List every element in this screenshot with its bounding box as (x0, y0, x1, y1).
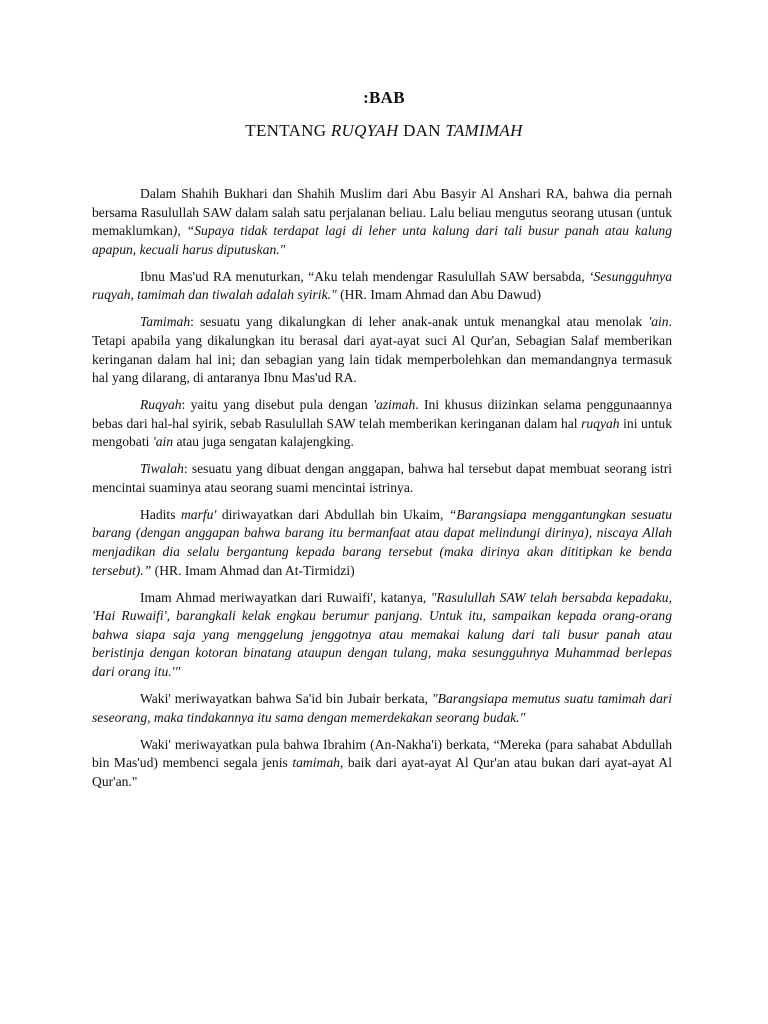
text-run: atau juga sengatan kalajengking. (173, 434, 354, 450)
paragraph (92, 396, 672, 452)
text-run: diriwayatkan dari Abdullah bin Ukaim, (216, 506, 449, 522)
paragraph (92, 268, 672, 305)
page-title (0, 121, 768, 141)
italic-run: 'ain (648, 314, 669, 330)
title-term-tamimah: TAMIMAH (445, 121, 523, 140)
paragraph (92, 506, 672, 580)
text-run: Dalam Shahih Bukhari dan Shahih Muslim dari Abu Basyir Al Anshari RA, bahwa dia pernah bersama Rasulullah SAW dalam salah satu perjalanan beliau. Lalu beliau mengutus seorang utusan (untuk memaklumkan (92, 186, 672, 239)
italic-run: marfu' (180, 506, 217, 522)
chapter-heading: :BAB (363, 88, 405, 107)
paragraph (92, 460, 672, 497)
italic-run: Ruqyah (140, 397, 182, 413)
paragraph (92, 589, 672, 682)
italic-run: “Barangsiapa menggantungkan sesuatu barang (dengan anggapan bahwa barang itu bermanfaat atau dapat melindungi dirinya), niscaya Allah menjadikan dia selalu bergantung kepada barang tersebut (maka dirinya akan dititipkan ke benda tersebut).” (92, 506, 672, 578)
text-run: , baik dari ayat-ayat Al Qur'an atau bukan dari ayat-ayat Al Qur'an." (92, 755, 672, 789)
text-run: : yaitu yang disebut pula dengan (181, 397, 374, 413)
title-term-ruqyah: RUQYAH (330, 121, 399, 140)
text-run: . Ini khusus diizinkan selama penggunaannya bebas dari hal-hal syirik, sebab Rasulullah SAW telah memberikan keringanan dalam hal (92, 397, 672, 431)
italic-run: "Barangsiapa memutus suatu tamimah dari seseorang, maka tindakannya itu sama dengan memerdekakan seorang budak." (92, 690, 672, 725)
italic-run: ‘Sesungguhnya ruqyah, tamimah dan tiwalah adalah syirik." (92, 268, 672, 303)
italic-run: ), “Supaya tidak terdapat lagi di leher unta kalung dari tali busur panah atau kalung apapun, kecuali harus diputuskan." (92, 223, 672, 257)
paragraph (92, 185, 672, 259)
text-run: Hadits (140, 506, 181, 522)
italic-run: tamimah (292, 755, 340, 771)
body-text (92, 185, 672, 800)
text-run: Ibnu Mas'ud RA menuturkan, “Aku telah mendengar Rasulullah SAW bersabda, (140, 268, 589, 284)
italic-run: 'azimah (373, 397, 416, 413)
italic-run: ruqyah (581, 415, 620, 431)
title-prefix: TENTANG (245, 121, 331, 140)
italic-run: 'ain (152, 434, 174, 450)
italic-run: Tiwalah (140, 461, 184, 477)
text-run: : sesuatu yang dikalungkan di leher anak-anak untuk menangkal atau menolak (190, 314, 649, 330)
text-run: : sesuatu yang dibuat dengan anggapan, bahwa hal tersebut dapat membuat seorang istri mencintai suaminya atau seorang suami mencintai istrinya. (92, 461, 672, 495)
text-run: (HR. Imam Ahmad dan Abu Dawud) (336, 287, 541, 303)
title-middle: DAN (398, 121, 446, 140)
text-run: (HR. Imam Ahmad dan At-Tirmidzi) (151, 562, 355, 578)
paragraph (92, 736, 672, 792)
text-run: . Tetapi apabila yang dikalungkan itu berasal dari ayat-ayat suci Al Qur'an, Sebagian Salaf memberikan keringanan dalam hal ini; dan sebagian yang lain tidak memperbolehkan dan memandangnya termasuk hal yang dilarang, di antaranya Ibnu Mas'ud RA. (92, 314, 672, 386)
italic-run: Tamimah (140, 314, 191, 330)
text-run: Waki' meriwayatkan pula bahwa Ibrahim (An-Nakha'i) berkata, “Mereka (para sahabat Abdullah bin Mas'ud) membenci segala jenis (92, 736, 672, 771)
italic-run: "Rasulullah SAW telah bersabda kepadaku, 'Hai Ruwaifi', barangkali kelak engkau berumur panjang. Untuk itu, sampaikan kepada orang-orang bahwa siapa saja yang menggelung jenggotnya atau memakai kalung dari tali busur panah atau beristinja dengan kotoran binatang ataupun dengan tulang, maka sesungguhnya Muhammad berlepas dari orang itu.'" (92, 589, 672, 679)
text-run: ini untuk mengobati (92, 415, 672, 450)
text-run: Imam Ahmad meriwayatkan dari Ruwaifi', katanya, (140, 589, 431, 605)
text-run: Waki' meriwayatkan bahwa Sa'id bin Jubair berkata, (140, 690, 432, 706)
paragraph (92, 690, 672, 727)
paragraph (92, 313, 672, 387)
